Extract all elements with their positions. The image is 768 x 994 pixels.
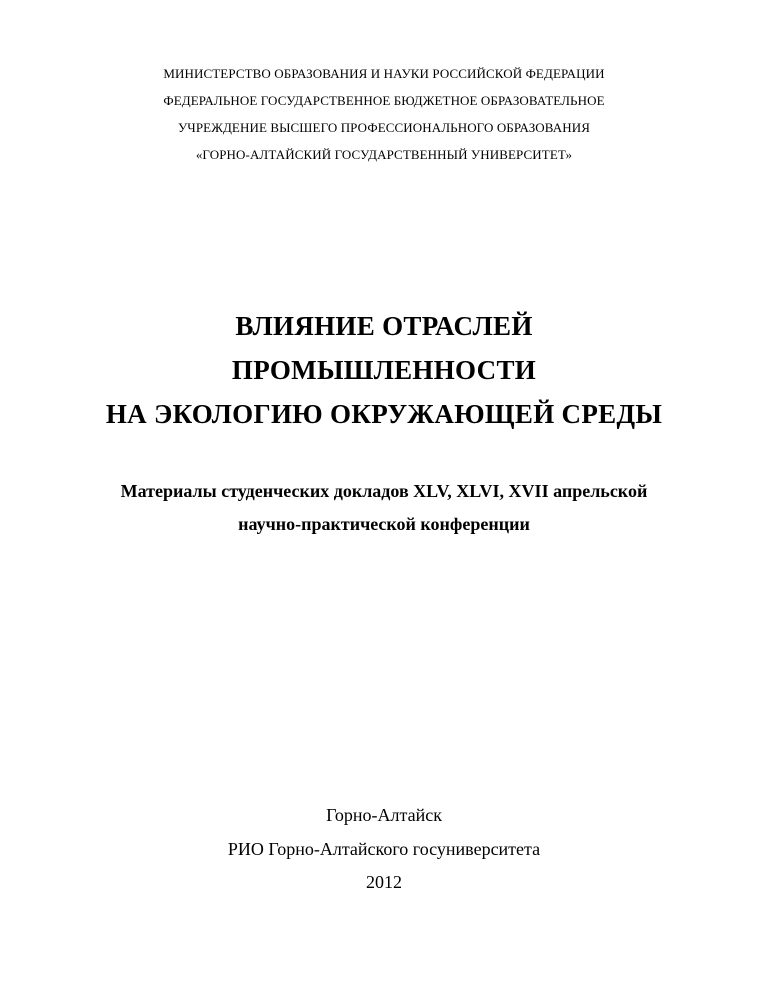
subtitle-line-1: Материалы студенческих докладов XLV, XLVI, XVII апрельской bbox=[120, 481, 648, 501]
institution-line-1: МИНИСТЕРСТВО ОБРАЗОВАНИЯ И НАУКИ РОССИЙСКОЙ ФЕДЕРАЦИИ bbox=[163, 66, 605, 81]
title-line-1: ВЛИЯНИЕ ОТРАСЛЕЙ bbox=[235, 311, 533, 341]
imprint-city: Горно-Алтайск bbox=[326, 805, 442, 825]
title-line-2: ПРОМЫШЛЕННОСТИ bbox=[231, 355, 537, 385]
institution-line-3: УЧРЕЖДЕНИЕ ВЫСШЕГО ПРОФЕССИОНАЛЬНОГО ОБРАЗОВАНИЯ bbox=[177, 120, 590, 135]
subtitle-line-2: научно-практической конференции bbox=[238, 514, 530, 534]
title-line-3: НА ЭКОЛОГИЮ ОКРУЖАЮЩЕЙ СРЕДЫ bbox=[105, 399, 663, 429]
imprint-publisher: РИО Горно-Алтайского госуниверситета bbox=[227, 839, 541, 859]
institution-line-4: «ГОРНО-АЛТАЙСКИЙ ГОСУДАРСТВЕННЫЙ УНИВЕРСИТЕТ» bbox=[195, 147, 573, 162]
imprint-year: 2012 bbox=[366, 872, 402, 892]
institution-line-2: ФЕДЕРАЛЬНОЕ ГОСУДАРСТВЕННОЕ БЮДЖЕТНОЕ ОБРАЗОВАТЕЛЬНОЕ bbox=[163, 93, 605, 108]
